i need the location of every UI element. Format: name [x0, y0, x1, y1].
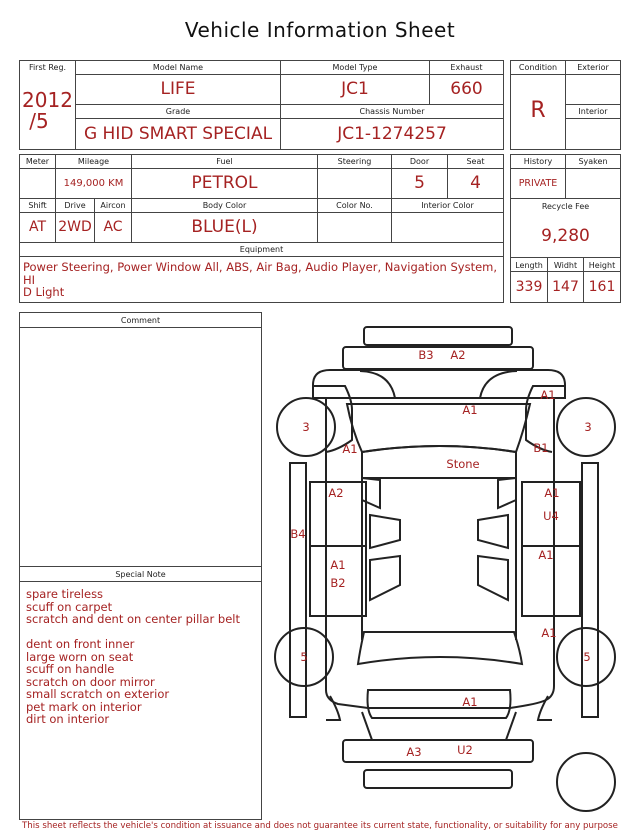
special-note-item: large worn on seat [26, 649, 134, 664]
model-name-value: LIFE [160, 79, 196, 99]
fuel-value: PETROL [191, 173, 258, 193]
mark-front-a3: A3 [406, 745, 422, 759]
body-color-value: BLUE(L) [191, 217, 258, 237]
door-value: 5 [414, 173, 425, 193]
roof-rails [362, 478, 516, 640]
aircon-label: Aircon [100, 201, 126, 210]
shift-value: AT [28, 219, 47, 235]
width-label: Widht [553, 261, 578, 270]
steering-cell [317, 168, 392, 199]
mark-rear-glass-a1: A1 [462, 403, 478, 417]
car-damage-diagram [270, 318, 640, 820]
mark-left-front-wheel: 5 [300, 650, 308, 664]
exterior-cell [565, 74, 621, 105]
equipment-line: Power Steering, Power Window All, ABS, Air Bag, Audio Player, Navigation System, HI [23, 260, 498, 287]
history-value: PRIVATE [518, 178, 558, 189]
special-note-label: Special Note [115, 570, 166, 579]
mark-left-rear-wheel: 3 [302, 420, 310, 434]
interior-color-label: Interior Color [421, 201, 474, 210]
mark-left-front-door-b2: B2 [330, 576, 346, 590]
length-label: Length [515, 261, 543, 270]
spare-wheel [557, 753, 615, 811]
special-note-item: scratch on door mirror [26, 674, 155, 689]
mark-left-sill-b4: B4 [290, 527, 306, 541]
mark-front-u2: U2 [457, 743, 473, 757]
mileage-value: 149,000 KM [63, 178, 124, 189]
grade-value: G HID SMART SPECIAL [83, 124, 273, 144]
meter-cell [19, 168, 56, 199]
sheet-title: Vehicle Information Sheet [184, 18, 456, 42]
first-reg-label: First Reg. [28, 63, 67, 72]
special-note-list [26, 588, 258, 726]
mark-rear-b3: B3 [418, 348, 434, 362]
equipment-label: Equipment [239, 245, 284, 254]
right-windows [478, 515, 508, 600]
syaken-cell [565, 168, 621, 199]
interior-color-cell [391, 212, 504, 243]
right-sill [582, 463, 598, 717]
rear-bumper-top [364, 327, 512, 345]
model-type-value: JC1 [341, 79, 369, 99]
rear-hatch [313, 370, 565, 398]
mark-roof-stone: Stone [446, 457, 480, 471]
condition-label: Condition [518, 63, 558, 72]
first-reg-year: 2012 [22, 88, 73, 112]
quarter-windows [362, 478, 516, 508]
door-label: Door [409, 157, 430, 166]
special-note-item: scratch and dent on center pillar belt [26, 612, 241, 626]
mark-right-rear-door-a1: A1 [544, 486, 560, 500]
mark-right-front-door-a1: A1 [538, 548, 554, 562]
mark-rear-a2: A2 [450, 348, 466, 362]
shift-label: Shift [28, 201, 47, 210]
mark-right-front-wheel: 5 [583, 650, 591, 664]
mark-right-front-fender-a1: A1 [541, 626, 557, 640]
exhaust-value: 660 [450, 79, 483, 99]
height-value: 161 [588, 279, 616, 295]
interior-label: Interior [578, 107, 608, 116]
width-value: 147 [552, 279, 579, 295]
comment-label: Comment [120, 316, 161, 325]
chassis-value: JC1-1274257 [337, 124, 447, 144]
length-value: 339 [515, 279, 543, 295]
mark-left-front-door-a1: A1 [330, 558, 346, 572]
hood [368, 690, 511, 718]
grade-label: Grade [165, 107, 191, 116]
mark-right-rear-wheel: 3 [584, 420, 592, 434]
aircon-value: AC [103, 219, 123, 235]
drive-value: 2WD [58, 219, 92, 235]
special-note-item: dent on front inner [26, 637, 135, 651]
front-grille [362, 712, 516, 740]
mark-left-rear-door-a2: A2 [328, 486, 344, 500]
model-type-label: Model Type [332, 63, 378, 72]
left-windows [370, 515, 400, 600]
left-sill [290, 463, 306, 717]
color-no-cell [317, 212, 392, 243]
interior-cell [565, 118, 621, 150]
windshield [358, 632, 522, 664]
exhaust-label: Exhaust [450, 63, 483, 72]
chassis-label: Chassis Number [359, 107, 425, 116]
mark-right-rear-b1: B1 [533, 441, 549, 455]
disclaimer-footer: This sheet reflects the vehicle's condition at issuance and does not guarantee its current state, functionality, or suitability for any purpose [22, 821, 618, 831]
condition-value: R [530, 98, 546, 123]
special-note-item: scuff on handle [26, 662, 115, 676]
history-label: History [523, 157, 553, 166]
fuel-label: Fuel [216, 157, 233, 166]
model-name-label: Model Name [152, 63, 204, 72]
body-color-label: Body Color [202, 201, 247, 210]
steering-label: Steering [337, 157, 372, 166]
rear-bumper [343, 347, 533, 369]
body-outline [326, 398, 557, 708]
front-bumper [343, 740, 533, 762]
rear-glass [347, 404, 530, 452]
special-note-item: pet mark on interior [26, 699, 142, 714]
syaken-label: Syaken [578, 157, 608, 166]
tail-lights [360, 371, 517, 398]
seat-label: Seat [466, 157, 485, 166]
recycle-fee-label: Recycle Fee [541, 202, 590, 211]
drive-label: Drive [64, 201, 86, 210]
mileage-label: Mileage [77, 157, 110, 166]
equipment-line: D Light [23, 285, 65, 299]
special-note-item: small scratch on exterior [26, 687, 170, 701]
special-note-item: scuff on carpet [26, 599, 113, 614]
special-note-item: spare tireless [26, 587, 104, 601]
color-no-label: Color No. [336, 201, 373, 210]
mark-left-rear-fender-a1: A1 [342, 442, 358, 456]
mark-right-rear-door-u4: U4 [543, 509, 559, 523]
front-bumper-lower [364, 770, 512, 788]
mark-right-rear-fender-a1: A1 [540, 388, 556, 402]
special-note-item: dirt on interior [26, 712, 110, 726]
seat-value: 4 [470, 173, 481, 193]
mark-hood-a1: A1 [462, 695, 478, 709]
recycle-fee-value: 9,280 [541, 226, 590, 246]
first-reg-month: /5 [29, 109, 49, 133]
roof [362, 446, 516, 478]
equipment-value [23, 261, 501, 299]
exterior-label: Exterior [577, 63, 609, 72]
height-label: Height [588, 261, 616, 270]
meter-label: Meter [25, 157, 50, 166]
